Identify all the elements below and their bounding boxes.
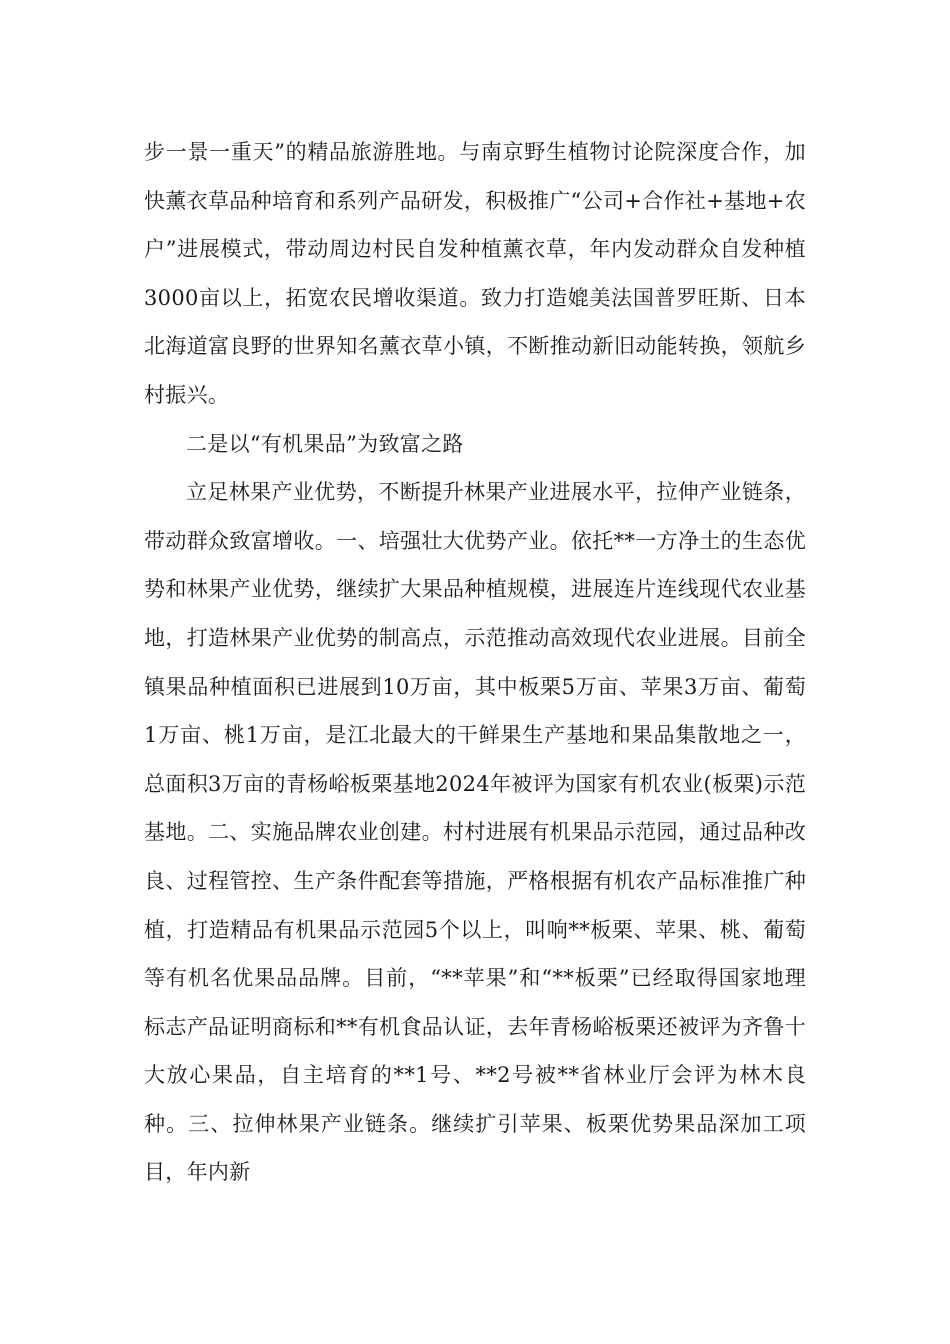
paragraph-lavender-tourism: 步一景一重天”的精品旅游胜地。与南京野生植物讨论院深度合作，加快薰衣草品种培育和系列产品研发，积极推广“公司+合作社+基地+农户”进展模式，带动周边村民自发种植薰衣草，年内发动群众自发种植3000亩以上，拓宽农民增收渠道。致力打造媲美法国普罗旺斯、日本北海道富良野的世界知名薰衣草小镇，不断推动新旧动能转换，领航乡村振兴。 bbox=[144, 140, 806, 407]
section-heading-organic-fruit: 二是以“有机果品”为致富之路 bbox=[186, 431, 464, 456]
paragraph-fruit-industry: 立足林果产业优势，不断提升林果产业进展水平，拉伸产业链条，带动群众致富增收。一、培强壮大优势产业。依托**一方净土的生态优势和林果产业优势，继续扩大果品种植规模，进展连片连线现代农业基地，打造林果产业优势的制高点，示范推动高效现代农业进展。目前全镇果品种植面积已进展到10万亩，其中板栗5万亩、苹果3万亩、葡萄1万亩、桃1万亩，是江北最大的干鲜果生产基地和果品集散地之一，总面积3万亩的青杨峪板栗基地2024年被评为国家有机农业(板栗)示范基地。二、实施品牌农业创建。村村进展有机果品示范园，通过品种改良、过程管控、生产条件配套等措施，严格根据有机农产品标准推广种植，打造精品有机果品示范园5个以上，叫响**板栗、苹果、桃、葡萄等有机名优果品品牌。目前，“**苹果”和“**板栗”已经取得国家地理标志产品证明商标和**有机食品认证，去年青杨峪板栗还被评为齐鲁十大放心果品，自主培育的**1号、**2号被**省林业厅会评为林木良种。三、拉伸林果产业链条。继续扩引苹果、板栗优势果品深加工项目，年内新 bbox=[144, 480, 806, 1185]
document-body bbox=[144, 128, 806, 1197]
